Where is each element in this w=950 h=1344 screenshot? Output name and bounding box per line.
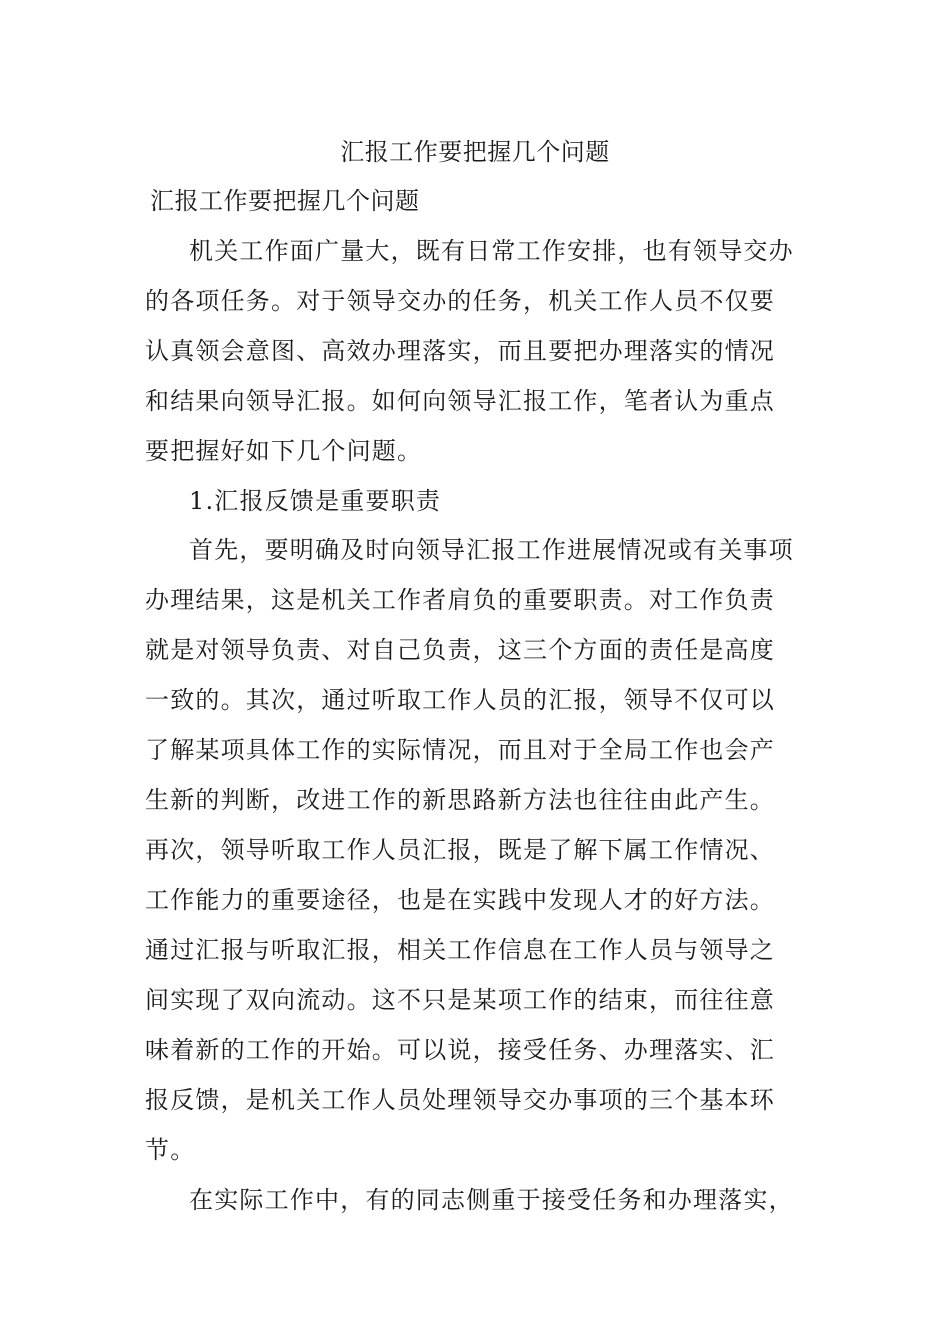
paragraph-line: 节。 — [145, 1136, 196, 1164]
paragraph-line: 了解某项具体工作的实际情况，而且对于全局工作也会产 — [145, 736, 775, 764]
paragraph-line: 间实现了双向流动。这不只是某项工作的结束，而往往意 — [145, 986, 775, 1014]
document-subtitle: 汇报工作要把握几个问题 — [150, 187, 420, 215]
paragraph-practice — [145, 1175, 811, 1225]
paragraph-line: 就是对领导负责、对自己负责，这三个方面的责任是高度 — [145, 636, 775, 664]
paragraph-line: 要把握好如下几个问题。 — [145, 437, 423, 465]
document-title: 汇报工作要把握几个问题 — [340, 138, 610, 166]
paragraph-line: 办理结果，这是机关工作者肩负的重要职责。对工作负责 — [145, 586, 775, 614]
paragraph-line: 机关工作面广量大，既有日常工作安排，也有领导交办 — [189, 237, 794, 265]
paragraph-section-1 — [145, 525, 811, 1175]
paragraph-intro — [145, 226, 811, 476]
section-heading-1 — [145, 476, 811, 526]
paragraph-line: 味着新的工作的开始。可以说，接受任务、办理落实、汇 — [145, 1036, 775, 1064]
paragraph-line: 生新的判断，改进工作的新思路新方法也往往由此产生。 — [145, 786, 775, 814]
section-heading-text: 1.汇报反馈是重要职责 — [189, 487, 442, 515]
paragraph-line: 认真领会意图、高效办理落实，而且要把办理落实的情况 — [145, 337, 775, 365]
paragraph-line: 在实际工作中，有的同志侧重于接受任务和办理落实， — [189, 1186, 794, 1214]
paragraph-line: 和结果向领导汇报。如何向领导汇报工作，笔者认为重点 — [145, 387, 775, 415]
paragraph-line: 工作能力的重要途径，也是在实践中发现人才的好方法。 — [145, 886, 775, 914]
paragraph-line: 通过汇报与听取汇报，相关工作信息在工作人员与领导之 — [145, 936, 775, 964]
paragraph-line: 一致的。其次，通过听取工作人员的汇报，领导不仅可以 — [145, 686, 775, 714]
paragraph-line: 报反馈，是机关工作人员处理领导交办事项的三个基本环 — [145, 1086, 775, 1114]
paragraph-line: 首先，要明确及时向领导汇报工作进展情况或有关事项 — [189, 536, 794, 564]
paragraph-line: 的各项任务。对于领导交办的任务，机关工作人员不仅要 — [145, 287, 775, 315]
paragraph-line: 再次，领导听取工作人员汇报，既是了解下属工作情况、 — [145, 836, 775, 864]
